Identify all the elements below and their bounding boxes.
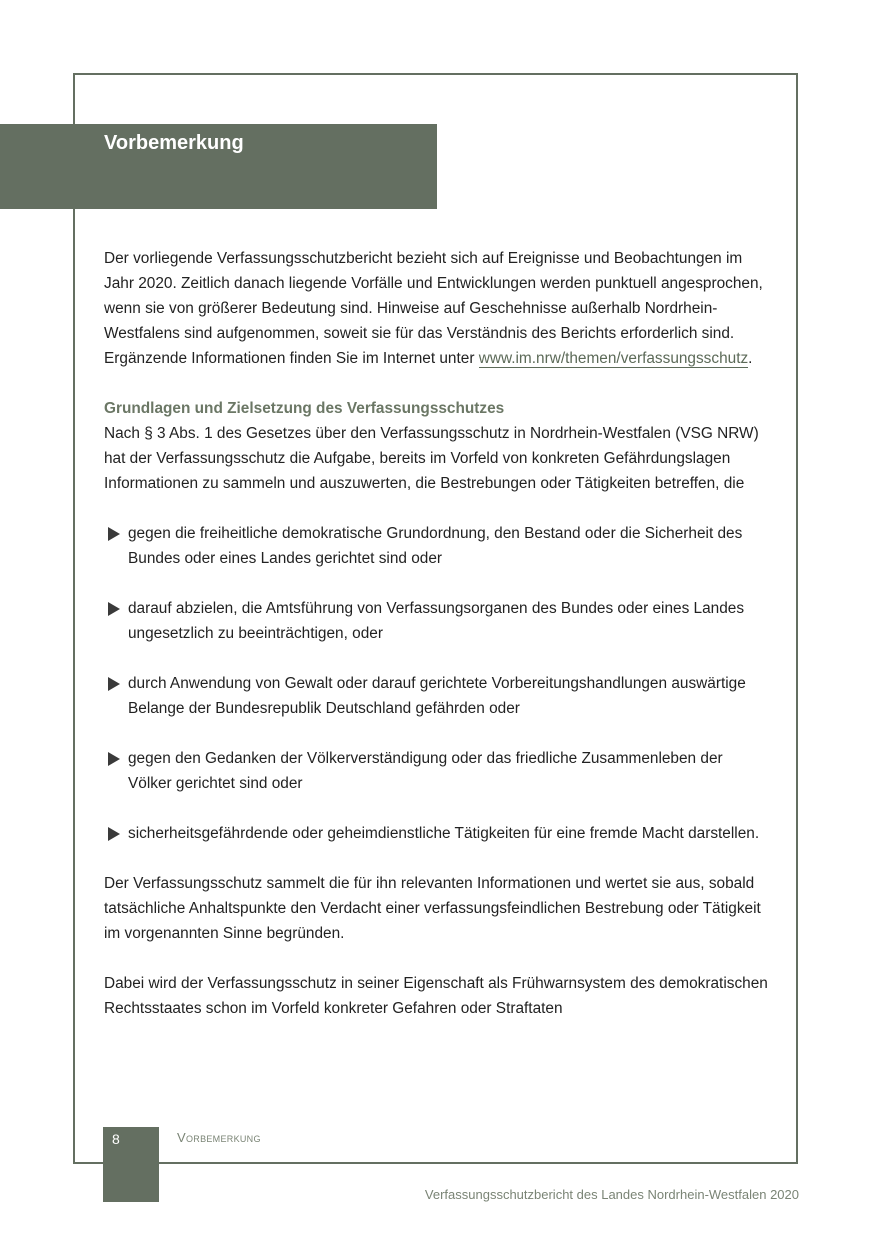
section-heading: Grundlagen und Zielsetzung des Verfassungsschutzes: [104, 400, 505, 417]
footer-section-label: Vorbemerkung: [177, 1130, 261, 1145]
triangle-bullet-icon: [108, 527, 120, 541]
list-item-text: gegen die freiheitliche demokratische Grundordnung, den Bestand oder die Sicherheit des Bundes oder eines Landes gerichtet sind oder: [128, 525, 743, 567]
triangle-bullet-icon: [108, 827, 120, 841]
list-item: [104, 521, 768, 571]
list-item-text: durch Anwendung von Gewalt oder darauf gerichtete Vorbereitungshandlungen auswärtige Belange der Bundesrepublik Deutschland gefährden oder: [128, 675, 746, 717]
triangle-bullet-icon: [108, 677, 120, 691]
section-paragraph: Nach § 3 Abs. 1 des Gesetzes über den Verfassungsschutz in Nordrhein-Westfalen (VSG NRW) hat der Verfassungsschutz die Aufgabe, bereits im Vorfeld von konkreten Gefährdungslagen Informationen zu sammeln und auszuwerten, die Bestrebungen oder Tätigkeiten betreffen, die: [104, 425, 759, 492]
list-item: [104, 596, 768, 646]
intro-end: .: [748, 350, 753, 367]
paragraph-3: Dabei wird der Verfassungsschutz in seiner Eigenschaft als Frühwarnsystem des demokratischen Rechtsstaates schon im Vorfeld konkreter Gefahren oder Straftaten: [104, 975, 768, 1017]
bullet-list: [104, 521, 768, 846]
list-item-text: sicherheitsgefährdende oder geheimdienstliche Tätigkeiten für eine fremde Macht darstellen.: [128, 825, 760, 842]
page-number: 8: [112, 1131, 120, 1147]
verfassungsschutz-link[interactable]: www.im.nrw/themen/verfassungsschutz: [478, 350, 749, 367]
intro-paragraph: [104, 246, 768, 371]
list-item: [104, 671, 768, 721]
list-item: [104, 746, 768, 796]
intro-text: Der vorliegende Verfassungsschutzbericht bezieht sich auf Ereignisse und Beobachtungen im Jahr 2020. Zeitlich danach liegende Vorfälle und Entwicklungen werden punktuell angesprochen, wenn sie von größerer Bedeutung sind. Hinweise auf Geschehnisse außerhalb Nordrhein-Westfalens sind aufgenommen, soweit sie für das Verständnis des Berichts erforderlich sind. Ergänzende Informationen finden Sie im Internet unter: [104, 250, 763, 367]
triangle-bullet-icon: [108, 602, 120, 616]
paragraph-2: Der Verfassungsschutz sammelt die für ihn relevanten Informationen und wertet sie aus, sobald tatsächliche Anhaltspunkte den Verdacht einer verfassungsfeindlichen Bestrebung oder Tätigkeit im vorgenannten Sinne begründen.: [104, 875, 761, 942]
footer-report-title: Verfassungsschutzbericht des Landes Nordrhein-Westfalen 2020: [424, 1187, 799, 1202]
main-content: [104, 246, 768, 1021]
triangle-bullet-icon: [108, 752, 120, 766]
list-item-text: gegen den Gedanken der Völkerverständigung oder das friedliche Zusammenleben der Völker gerichtet sind oder: [128, 750, 723, 792]
list-item: [104, 821, 768, 846]
page-title: Vorbemerkung: [104, 132, 244, 154]
list-item-text: darauf abzielen, die Amtsführung von Verfassungsorganen des Bundes oder eines Landes ungesetzlich zu beeinträchtigen, oder: [128, 600, 745, 642]
